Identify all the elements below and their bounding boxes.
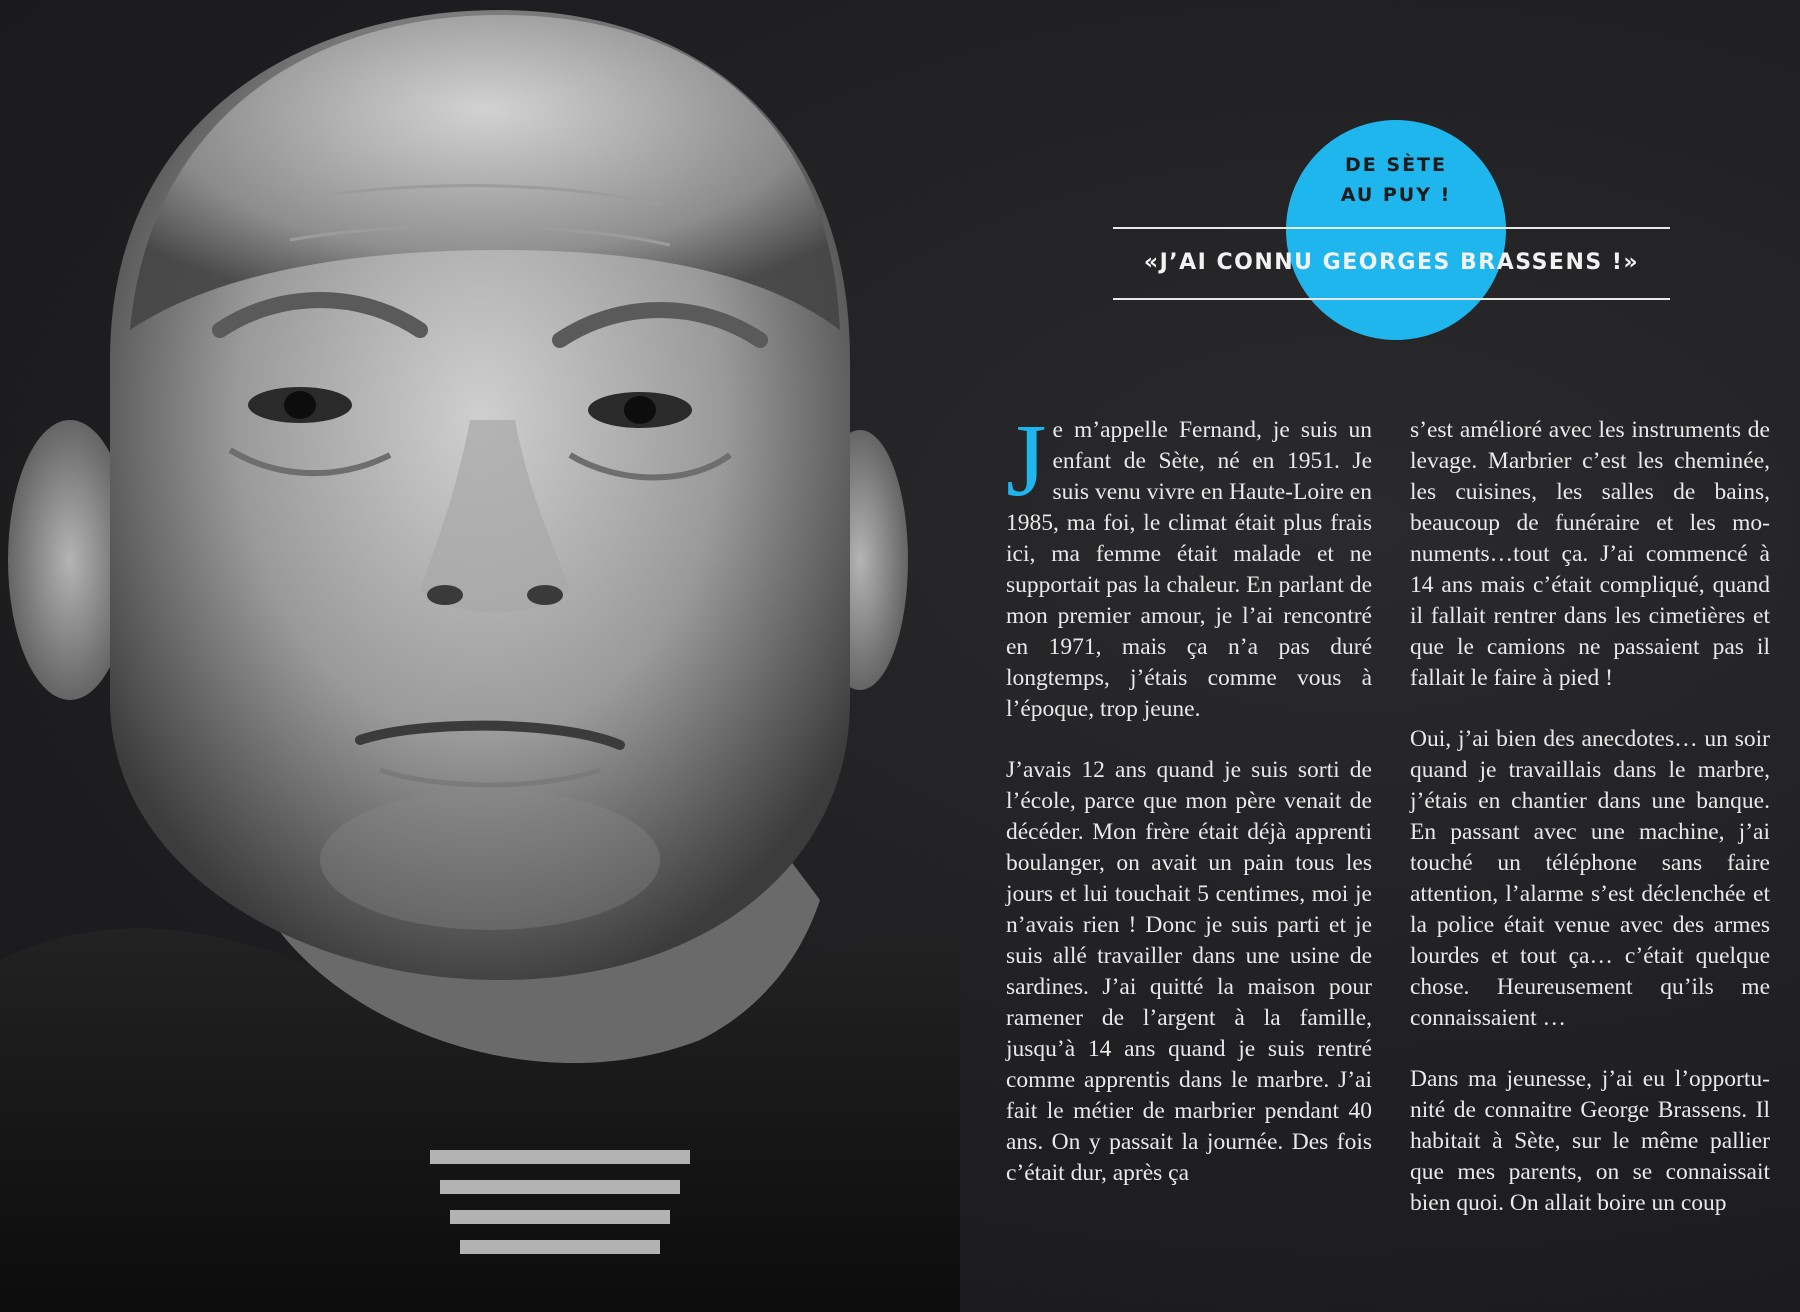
headline-rule-top [1113,227,1670,229]
paragraph-intro-text: e m’appelle Fernand, je suis un enfant de Sète, né en 1951. Je suis venu vivre en Haute-Loire en 1985, ma foi, le climat était plus frais ici, ma femme était malade et ne supportait pas la chaleur. En parlant de mon premier amour, je l’ai rencontré en 1971, mais ça n’a pas duré longtemps, j’étais comme vous à l’époque, trop jeune. [1006,417,1372,722]
paragraph-brassens: Dans ma jeunesse, j’ai eu l’opportunité de connaitre George Brassens. Il habitait à Sète, sur le même pallier que mes parents, on se connaissait bien quoi. On allait boire un coup [1410,1066,1770,1216]
drop-cap: J [1006,403,1047,518]
text-column-right [1410,415,1770,1249]
text-column-left [1006,403,1372,1219]
paragraph-anecdote: Oui, j’ai bien des anecdotes… un soir quand je travaillais dans le marbre, j’étais en chantier dans une banque. En passant avec une machine, j’ai touché un téléphone sans faire attention, l’alarme s’est déclenchée et la police était venue avec des armes lourdes et tout ça… c’était quelque chose. Heureusement qu’ils me connaissaient … [1410,726,1770,1031]
paragraph-childhood: J’avais 12 ans quand je suis sorti de l’école, parce que mon père venait de décéder. Mon frère était déjà apprenti boulanger, on avait un pain tous les jours et lui touchait 5 centimes, moi je n’avais rien ! Donc je suis parti et je suis allé travailler dans une usine de sardines. J’ai quitté la maison pour ramener de l’argent à la famille, jusqu’à 14 ans quand je suis rentré comme apprentis dans le marbre. J’ai fait le métier de marbrier pendant 40 ans. On y passait la journée. Des fois c’était dur, après ça [1006,757,1372,1186]
badge-line-1: DE SÈTE [1345,154,1447,176]
paragraph-marbrier: s’est amélioré avec les instruments de levage. Marbrier c’est les cheminée, les cuisines, les salles de bains, beaucoup de funéraire et les monuments…tout ça. J’ai commencé à 14 ans mais c’était compliqué, quand il fallait rentrer dans les cimetières et que le camions ne passaient pas il fallait le faire à pied ! [1410,417,1770,691]
article-headline: «J’AI CONNU GEORGES BRASSENS !» [1143,250,1640,275]
section-badge-label [1286,150,1506,210]
paragraph-intro [1006,403,1372,725]
badge-line-2: AU PUY ! [1340,184,1452,206]
headline-rule-bottom [1113,298,1670,300]
